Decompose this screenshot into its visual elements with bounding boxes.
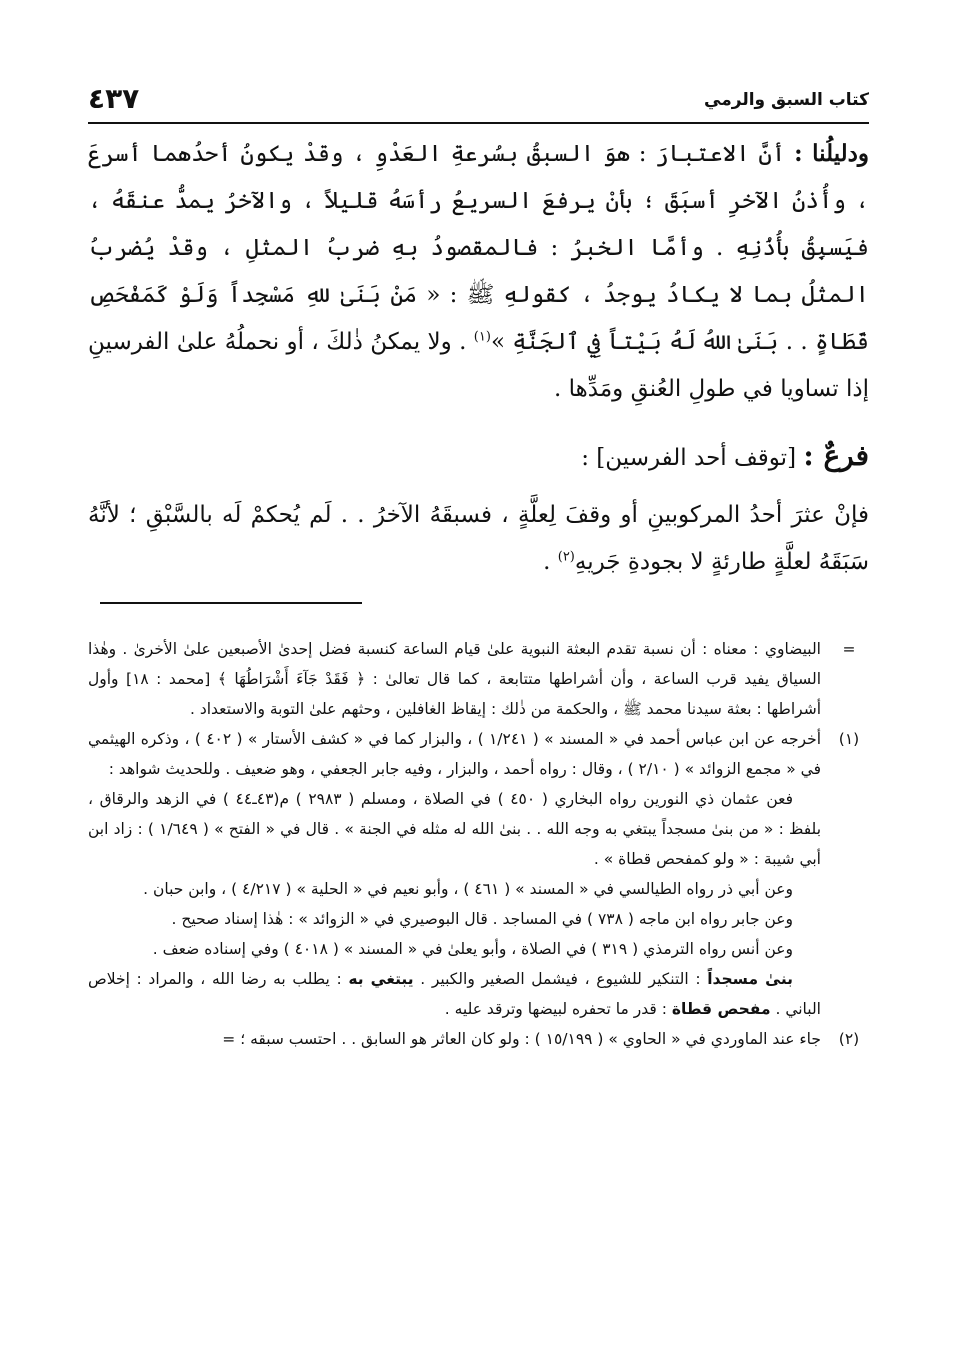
footnote-continuation: [88, 634, 869, 724]
gloss-term: يبتغي به: [348, 970, 414, 988]
gloss-text: : قدر ما تحفره لبيضها وترقد عليه .: [444, 1000, 672, 1018]
footnote-ref-2[interactable]: (٢): [557, 549, 575, 565]
footnote-1-glossary: [88, 964, 869, 1024]
footnotes: [88, 634, 869, 1054]
gloss-text: : التنكير للشيوع ، فيشمل الصغير والكبير .: [413, 970, 708, 988]
paragraph-text: أنَّ الاعتبارَ : هوَ السبقُ بسُرعةِ العَدْوِ ، وقدْ يكونُ أحدُهما أسرعَ ، وأُذنُ الآخرِ أسبَقَ ؛ بأنْ يرفعَ السريعُ رأسَهُ قليلاً ، والآخرُ يمدُّ عنقَهُ ، فيَسبِقُ بأُذُنِهِ . وأمَّا الخبرُ : فالمقصودُ بهِ ضربُ المثلِ ، وقدْ يُضربُ المثلُ بما لا يكادُ يوجدُ ، كقولهِ ﷺ : « مَنْ بَنَىٰ للهِ مَسْجِداً وَلَوْ كَمَفْحَصِ قَطَاةٍ . . بَنَىٰ اللهُ لَهُ بَيْتاً فِي ٱلجَنَّةِ »: [88, 141, 869, 355]
footnote-2-text: جاء عند الماوردي في « الحاوي » ( ١٥/١٩٩ ) : ولو كان العاثر هو السابق . . احتسب سبقه ؛ =: [222, 1030, 821, 1048]
footnote-1-marker: (١): [838, 730, 860, 748]
branch-text-end: .: [543, 549, 558, 575]
gloss-text: : يطلب به رضا الله ، والمراد : إخلاص الباني .: [88, 970, 821, 1018]
footnote-2: [88, 1024, 869, 1054]
footnote-1-para: وعن أنس رواه الترمذي ( ٣١٩ ) في الصلاة ، وأبو يعلىٰ في « المسند » ( ٤٠١٨ ) وفي إسناده ضعف .: [152, 940, 793, 958]
footnote-ref-1[interactable]: (١): [473, 329, 491, 345]
gloss-term: بنىٰ مسجداً: [707, 970, 793, 988]
branch-section: [88, 432, 869, 586]
branch-text: فإنْ عثرَ أحدُ المركوبينِ أو وقفَ لِعلَّةٍ ، فسبقَهُ الآخرُ . . لَم يُحكمْ لَه بالسَّبْقِ ؛ لأنَّهُ سَبَقَهُ لعلَّةٍ طارئةٍ لا بجودةِ جَريهِ: [88, 502, 869, 575]
paragraph-evidence: [88, 130, 869, 413]
footnote-1-text: أخرجه عن ابن عباس أحمد في « المسند » ( ١/٢٤١ ) ، والبزار كما في « كشف الأستار » ( ٤٠٢ ) ، وذكره الهيثمي في « مجمع الزوائد » ( ٢/١٠ ) ، وقال : رواه أحمد ، والبزار ، وفيه جابر الجعفي ، وهو ضعيف . وللحديث شواهد :: [88, 730, 821, 778]
intro-label: ودليلُنا :: [794, 140, 870, 167]
branch-title: [توقف أحد الفرسين] :: [581, 445, 797, 471]
footnote-1-para: وعن جابر رواه ابن ماجه ( ٧٣٨ ) في المساجد . قال البوصيري في « الزوائد » : هٰذا إسناد صحيح .: [171, 910, 793, 928]
footnote-1-para: فعن عثمان ذي النورين رواه البخاري ( ٤٥٠ ) في الصلاة ، ومسلم ( ٢٩٨٣ ) م(٤٣ـ٤٤ ) في الزهد والرقاق ، بلفظ : « من بنىٰ مسجداً يبتغي به وجه الله . . بنىٰ الله له مثله في الجنة » . قال في « الفتح » ( ١/٦٤٩ ) : زاد ابن أبي شيبة : « ولو كمفحص قطاة » .: [88, 790, 822, 868]
running-header: [88, 82, 869, 124]
running-title: كتاب السبق والرمي: [704, 90, 869, 110]
branch-paragraph: [88, 492, 869, 586]
footnote-separator: [100, 602, 362, 604]
continuation-text: البيضاوي : معناه : أن نسبة تقدم البعثة النبوية علىٰ قيام الساعة كنسبة فضل إحدىٰ الأصبعين علىٰ الأخرىٰ . وهٰذا السياق يفيد قرب الساعة ، وأن أشراطها متتابعة ، كما قال تعالىٰ : ﴿ فَقَدْ جَآءَ أَشْرَاطُهَا ﴾ [محمد : ١٨] وأول أشراطها : بعثة سيدنا محمد ﷺ ، والحكمة من ذٰلك : إيقاظ الغافلين ، وحثهم علىٰ التوبة والاستعداد .: [88, 640, 821, 718]
page-number: ٤٣٧: [88, 82, 140, 115]
footnote-2-marker: (٢): [838, 1030, 860, 1048]
gloss-term: مفحص قطاة: [671, 1000, 771, 1018]
paragraph-text-end: . ولا يمكنُ ذٰلكَ ، أو نحملُهُ علىٰ الفرسينِ إذا تساويا في طولِ العُنقِ ومَدِّها .: [88, 329, 869, 402]
continuation-marker: =: [842, 640, 856, 658]
footnote-1: [88, 724, 869, 784]
main-text: [88, 130, 869, 413]
branch-heading: [88, 432, 869, 482]
branch-label: فرعٌ :: [803, 439, 869, 472]
footnote-1-para: وعن أبي ذر رواه الطيالسي في « المسند » ( ٤٦١ ) ، وأبو نعيم في « الحلية » ( ٤/٢١٧ ) ، وابن حبان .: [143, 880, 793, 898]
